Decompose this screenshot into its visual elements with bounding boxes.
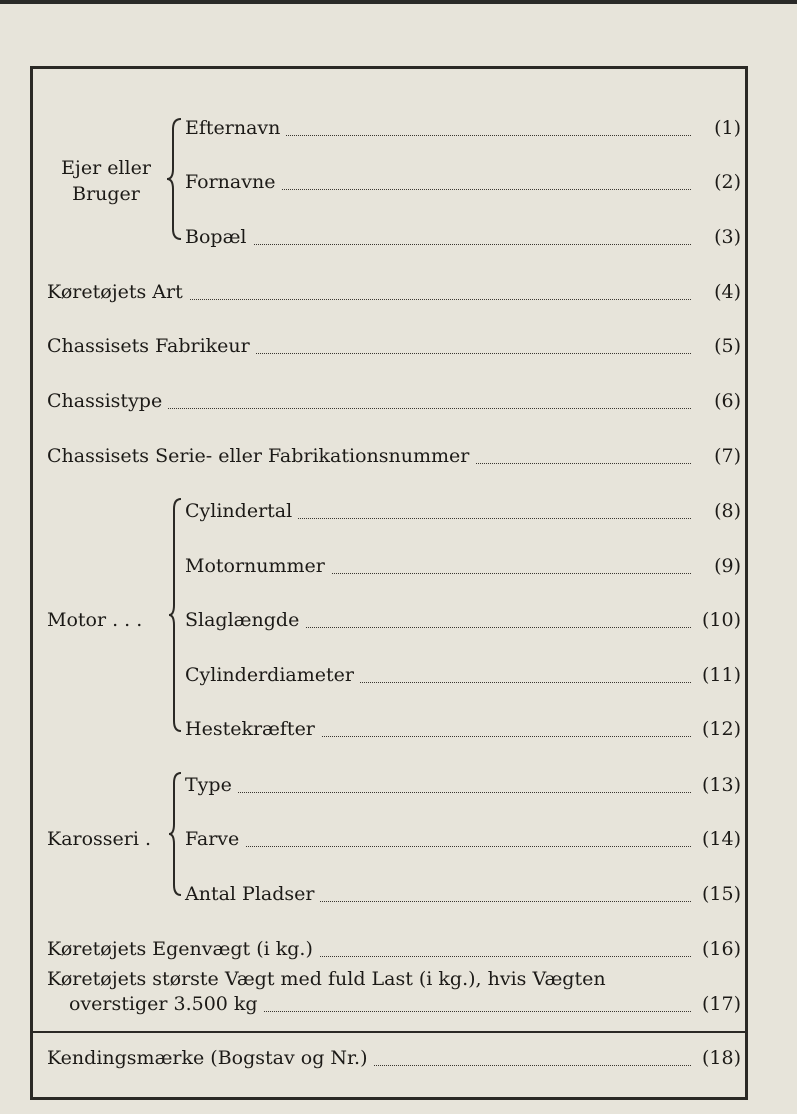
field-horsepower-label: Hestekræfter <box>185 716 321 742</box>
field-lastname <box>185 115 741 141</box>
field-chassis-serial-number: (7) <box>714 445 741 467</box>
field-vehicle-type <box>47 279 741 305</box>
field-cylinders-number: (8) <box>714 500 741 522</box>
field-cylinders <box>185 498 741 524</box>
field-chassis-type <box>47 388 741 414</box>
owner-brace <box>165 117 185 241</box>
field-chassis-type-label: Chassistype <box>47 388 168 414</box>
field-body-type-number: (13) <box>701 774 741 796</box>
field-bore <box>185 662 741 688</box>
field-curb-weight-label: Køretøjets Egenvægt (i kg.) <box>47 936 319 962</box>
field-max-weight-number: (17) <box>701 993 741 1015</box>
field-firstnames-number: (2) <box>714 171 741 193</box>
field-lastname-label: Efternavn <box>185 115 286 141</box>
field-bore-number: (11) <box>701 664 741 686</box>
field-bore-label: Cylinderdiameter <box>185 662 360 688</box>
field-residence-number: (3) <box>714 226 741 248</box>
field-body-type-label: Type <box>185 772 238 798</box>
field-chassis-serial-label: Chassisets Serie- eller Fabrikationsnummer <box>47 443 475 469</box>
owner-group-label: Ejer eller Bruger <box>61 157 151 205</box>
field-horsepower <box>185 716 741 742</box>
page-top-edge <box>0 0 797 4</box>
field-vehicle-type-label: Køretøjets Art <box>47 279 189 305</box>
field-seats <box>185 881 741 907</box>
field-lastname-number: (1) <box>714 117 741 139</box>
field-cylinders-label: Cylindertal <box>185 498 298 524</box>
field-max-weight-label-line1: Køretøjets største Vægt med fuld Last (i kg.), hvis Vægten <box>47 966 612 992</box>
field-color-number: (14) <box>701 828 741 850</box>
field-chassis-maker <box>47 333 741 359</box>
field-vehicle-type-number: (4) <box>714 281 741 303</box>
field-curb-weight-number: (16) <box>701 938 741 960</box>
body-group-label: Karosseri . <box>47 828 152 850</box>
field-color <box>185 826 741 852</box>
field-residence <box>185 224 741 250</box>
field-chassis-serial <box>47 443 741 469</box>
field-stroke-number: (10) <box>701 609 741 631</box>
field-engine-number-label: Motornummer <box>185 553 331 579</box>
field-stroke <box>185 607 741 633</box>
field-chassis-type-number: (6) <box>714 390 741 412</box>
divider <box>33 1031 745 1033</box>
field-registration <box>47 1045 741 1071</box>
field-chassis-maker-number: (5) <box>714 335 741 357</box>
field-curb-weight <box>47 936 741 962</box>
field-horsepower-number: (12) <box>701 718 741 740</box>
field-seats-label: Antal Pladser <box>185 881 320 907</box>
field-registration-label: Kendingsmærke (Bogstav og Nr.) <box>47 1045 374 1071</box>
field-body-type <box>185 772 741 798</box>
field-max-weight <box>47 966 741 1018</box>
form-frame <box>30 66 748 1100</box>
motor-group-label: Motor . . . <box>47 609 143 631</box>
motor-brace <box>167 497 185 733</box>
field-registration-number: (18) <box>701 1047 741 1069</box>
field-stroke-label: Slaglængde <box>185 607 305 633</box>
field-firstnames <box>185 169 741 195</box>
field-residence-label: Bopæl <box>185 224 253 250</box>
field-max-weight-label-line2: overstiger 3.500 kg <box>69 991 264 1017</box>
field-color-label: Farve <box>185 826 245 852</box>
field-engine-number <box>185 553 741 579</box>
field-chassis-maker-label: Chassisets Fabrikeur <box>47 333 256 359</box>
field-seats-number: (15) <box>701 883 741 905</box>
body-brace <box>167 771 185 897</box>
field-firstnames-label: Fornavne <box>185 169 281 195</box>
field-engine-number-number: (9) <box>714 555 741 577</box>
